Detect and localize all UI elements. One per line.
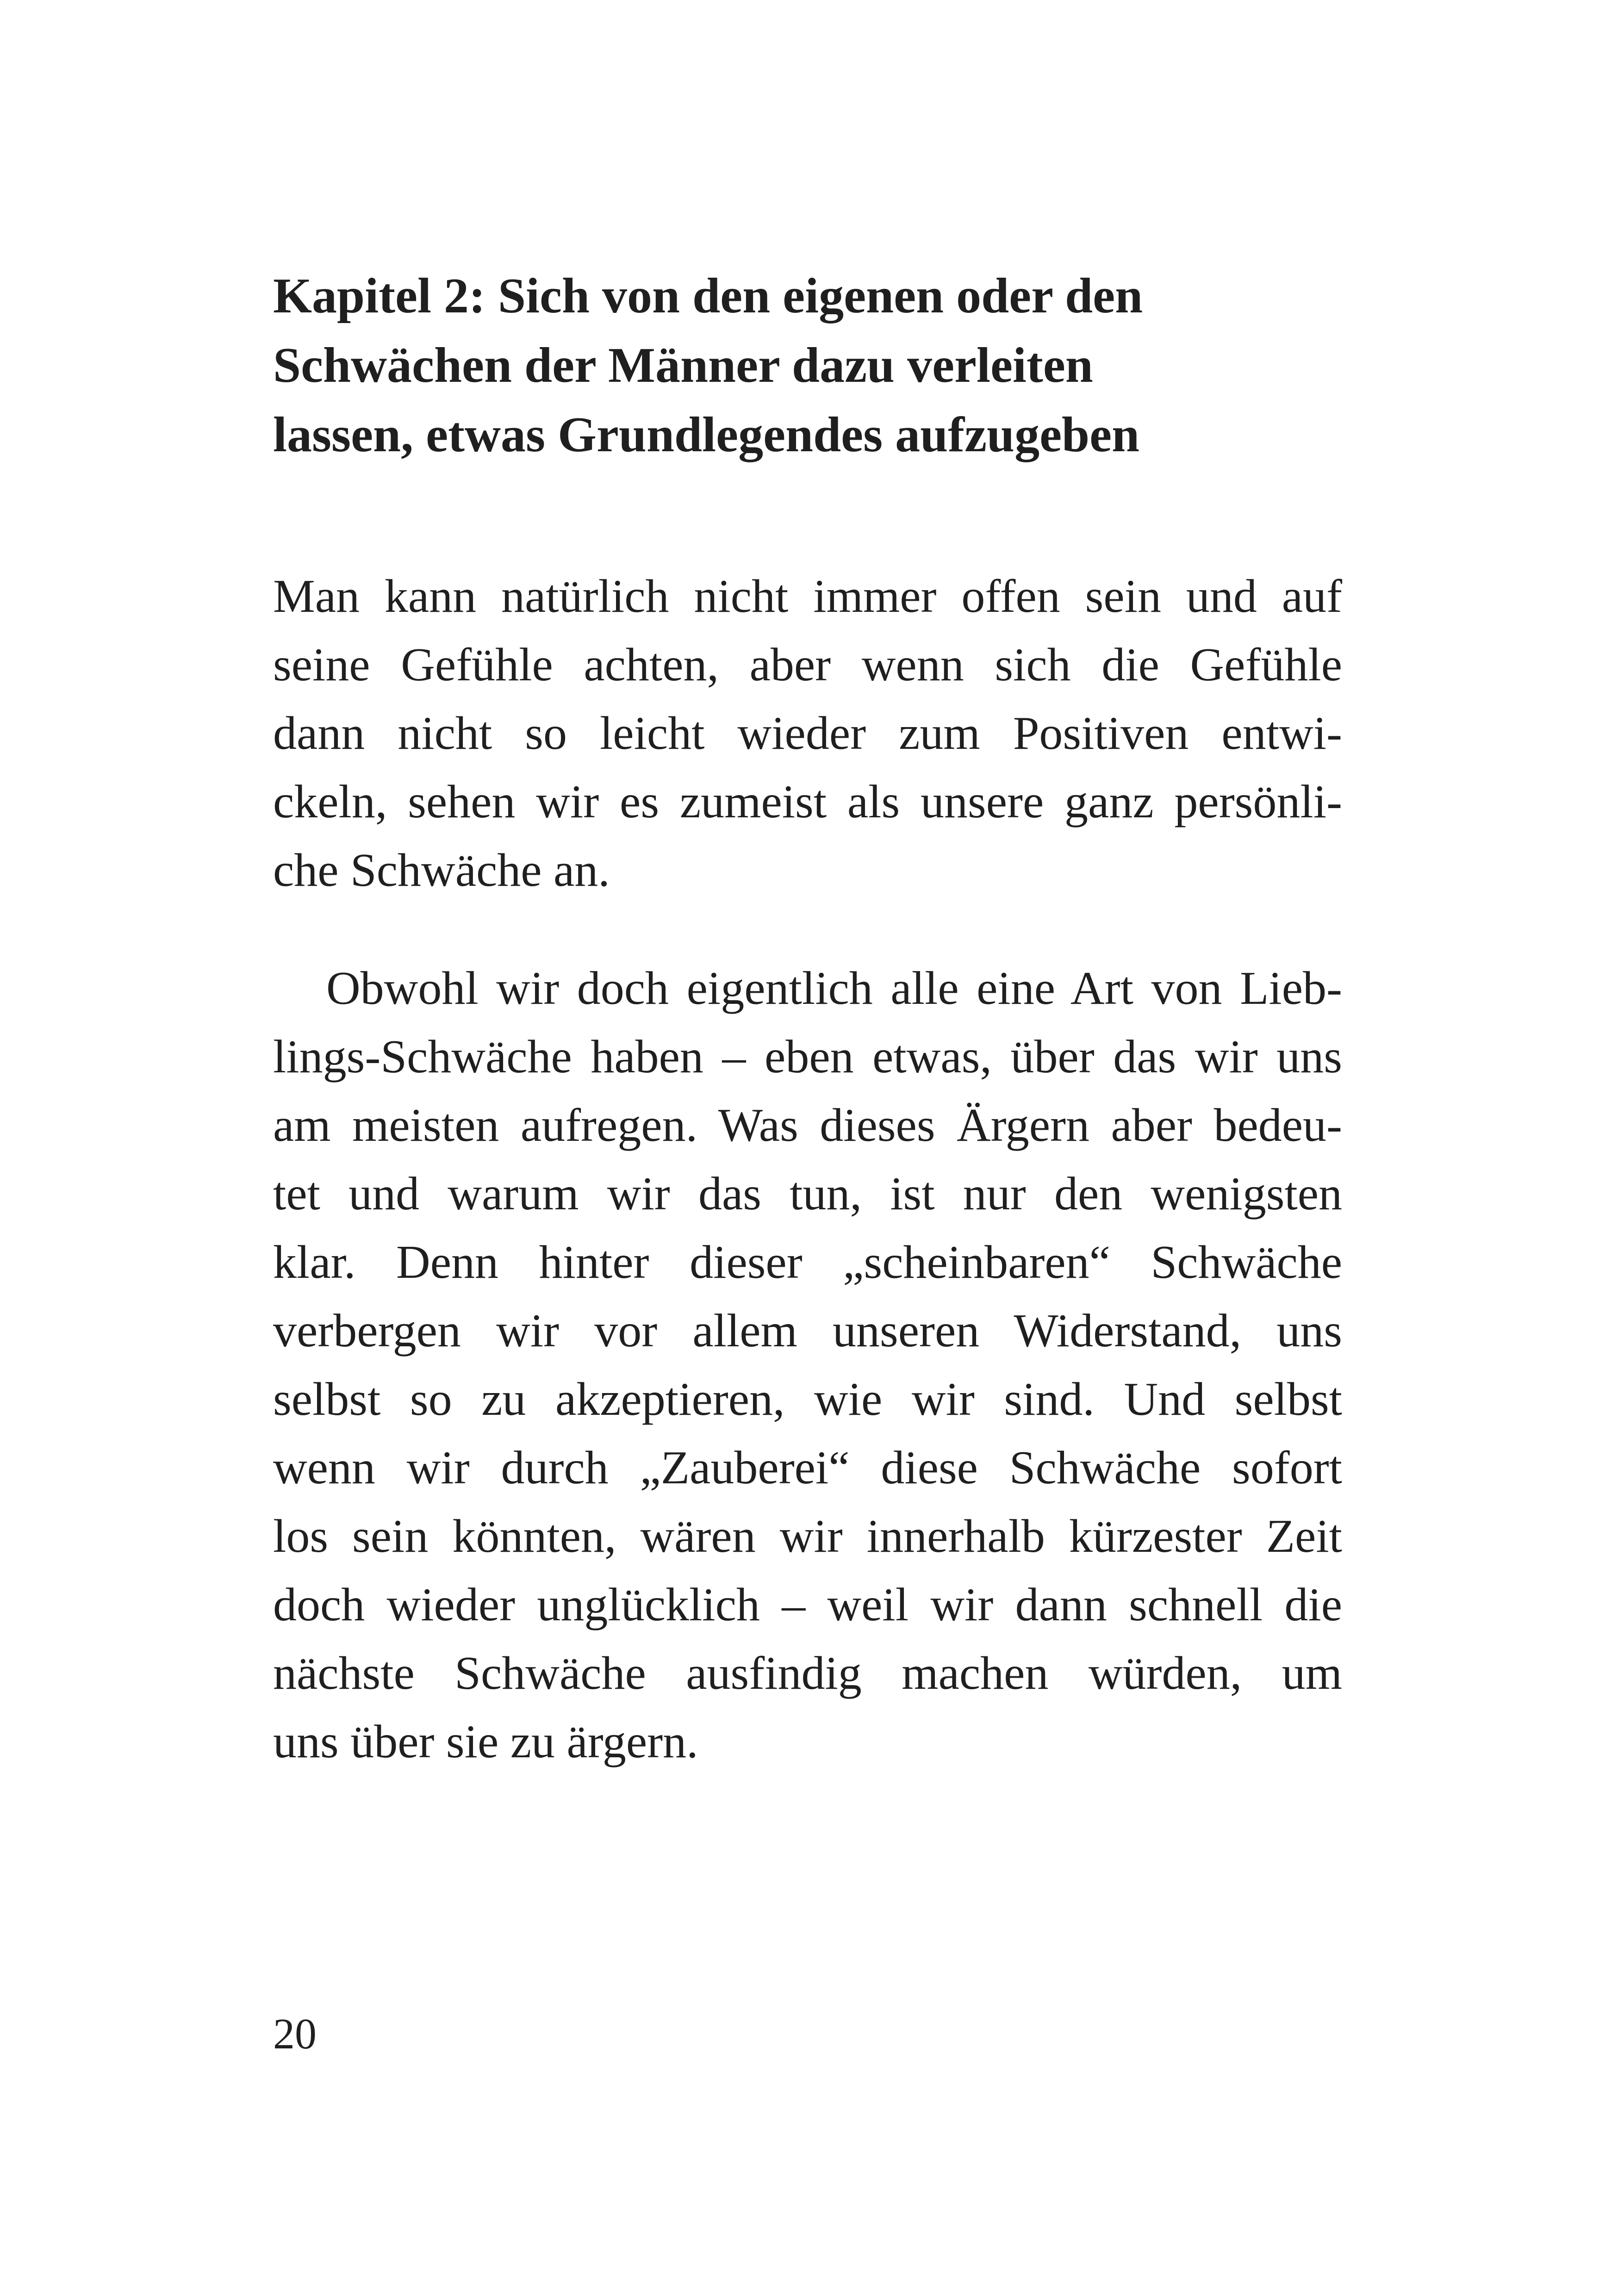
page-number: 20 — [273, 2010, 317, 2058]
text-line: che Schwäche an. — [273, 844, 610, 896]
chapter-title-line: Kapitel 2: Sich von den eigenen oder den — [273, 268, 1143, 324]
chapter-title-line: lassen, etwas Grundlegendes aufzugeben — [273, 407, 1140, 462]
text-line: Man kann natürlich nicht immer offen sein und auf — [273, 570, 1342, 622]
text-line: ckeln, sehen wir es zumeist als unsere ganz persönli- — [273, 776, 1342, 828]
text-line: dann nicht so leicht wieder zum Positiven entwi- — [273, 707, 1342, 759]
text-line: selbst so zu akzeptieren, wie wir sind. Und selbst — [273, 1373, 1342, 1425]
text-line: los sein könnten, wären wir innerhalb kürzester Zeit — [273, 1510, 1342, 1562]
text-line: klar. Denn hinter dieser „scheinbaren“ Schwäche — [273, 1236, 1342, 1288]
text-line: doch wieder unglücklich – weil wir dann schnell die — [273, 1579, 1342, 1631]
text-line: tet und warum wir das tun, ist nur den wenigsten — [273, 1168, 1342, 1220]
chapter-title-line: Schwächen der Männer dazu verleiten — [273, 338, 1093, 393]
text-line: nächste Schwäche ausfindig machen würden, um — [273, 1647, 1342, 1699]
text-line: Obwohl wir doch eigentlich alle eine Art von Lieb- — [326, 962, 1342, 1014]
text-line: am meisten aufregen. Was dieses Ärgern aber bedeu- — [273, 1099, 1342, 1151]
text-line: lings-Schwäche haben – eben etwas, über das wir uns — [273, 1031, 1342, 1083]
text-line: wenn wir durch „Zauberei“ diese Schwäche sofort — [273, 1442, 1342, 1494]
text-line: seine Gefühle achten, aber wenn sich die Gefühle — [273, 639, 1342, 691]
text-line: verbergen wir vor allem unseren Widerstand, uns — [273, 1305, 1342, 1357]
text-line: uns über sie zu ärgern. — [273, 1716, 698, 1768]
